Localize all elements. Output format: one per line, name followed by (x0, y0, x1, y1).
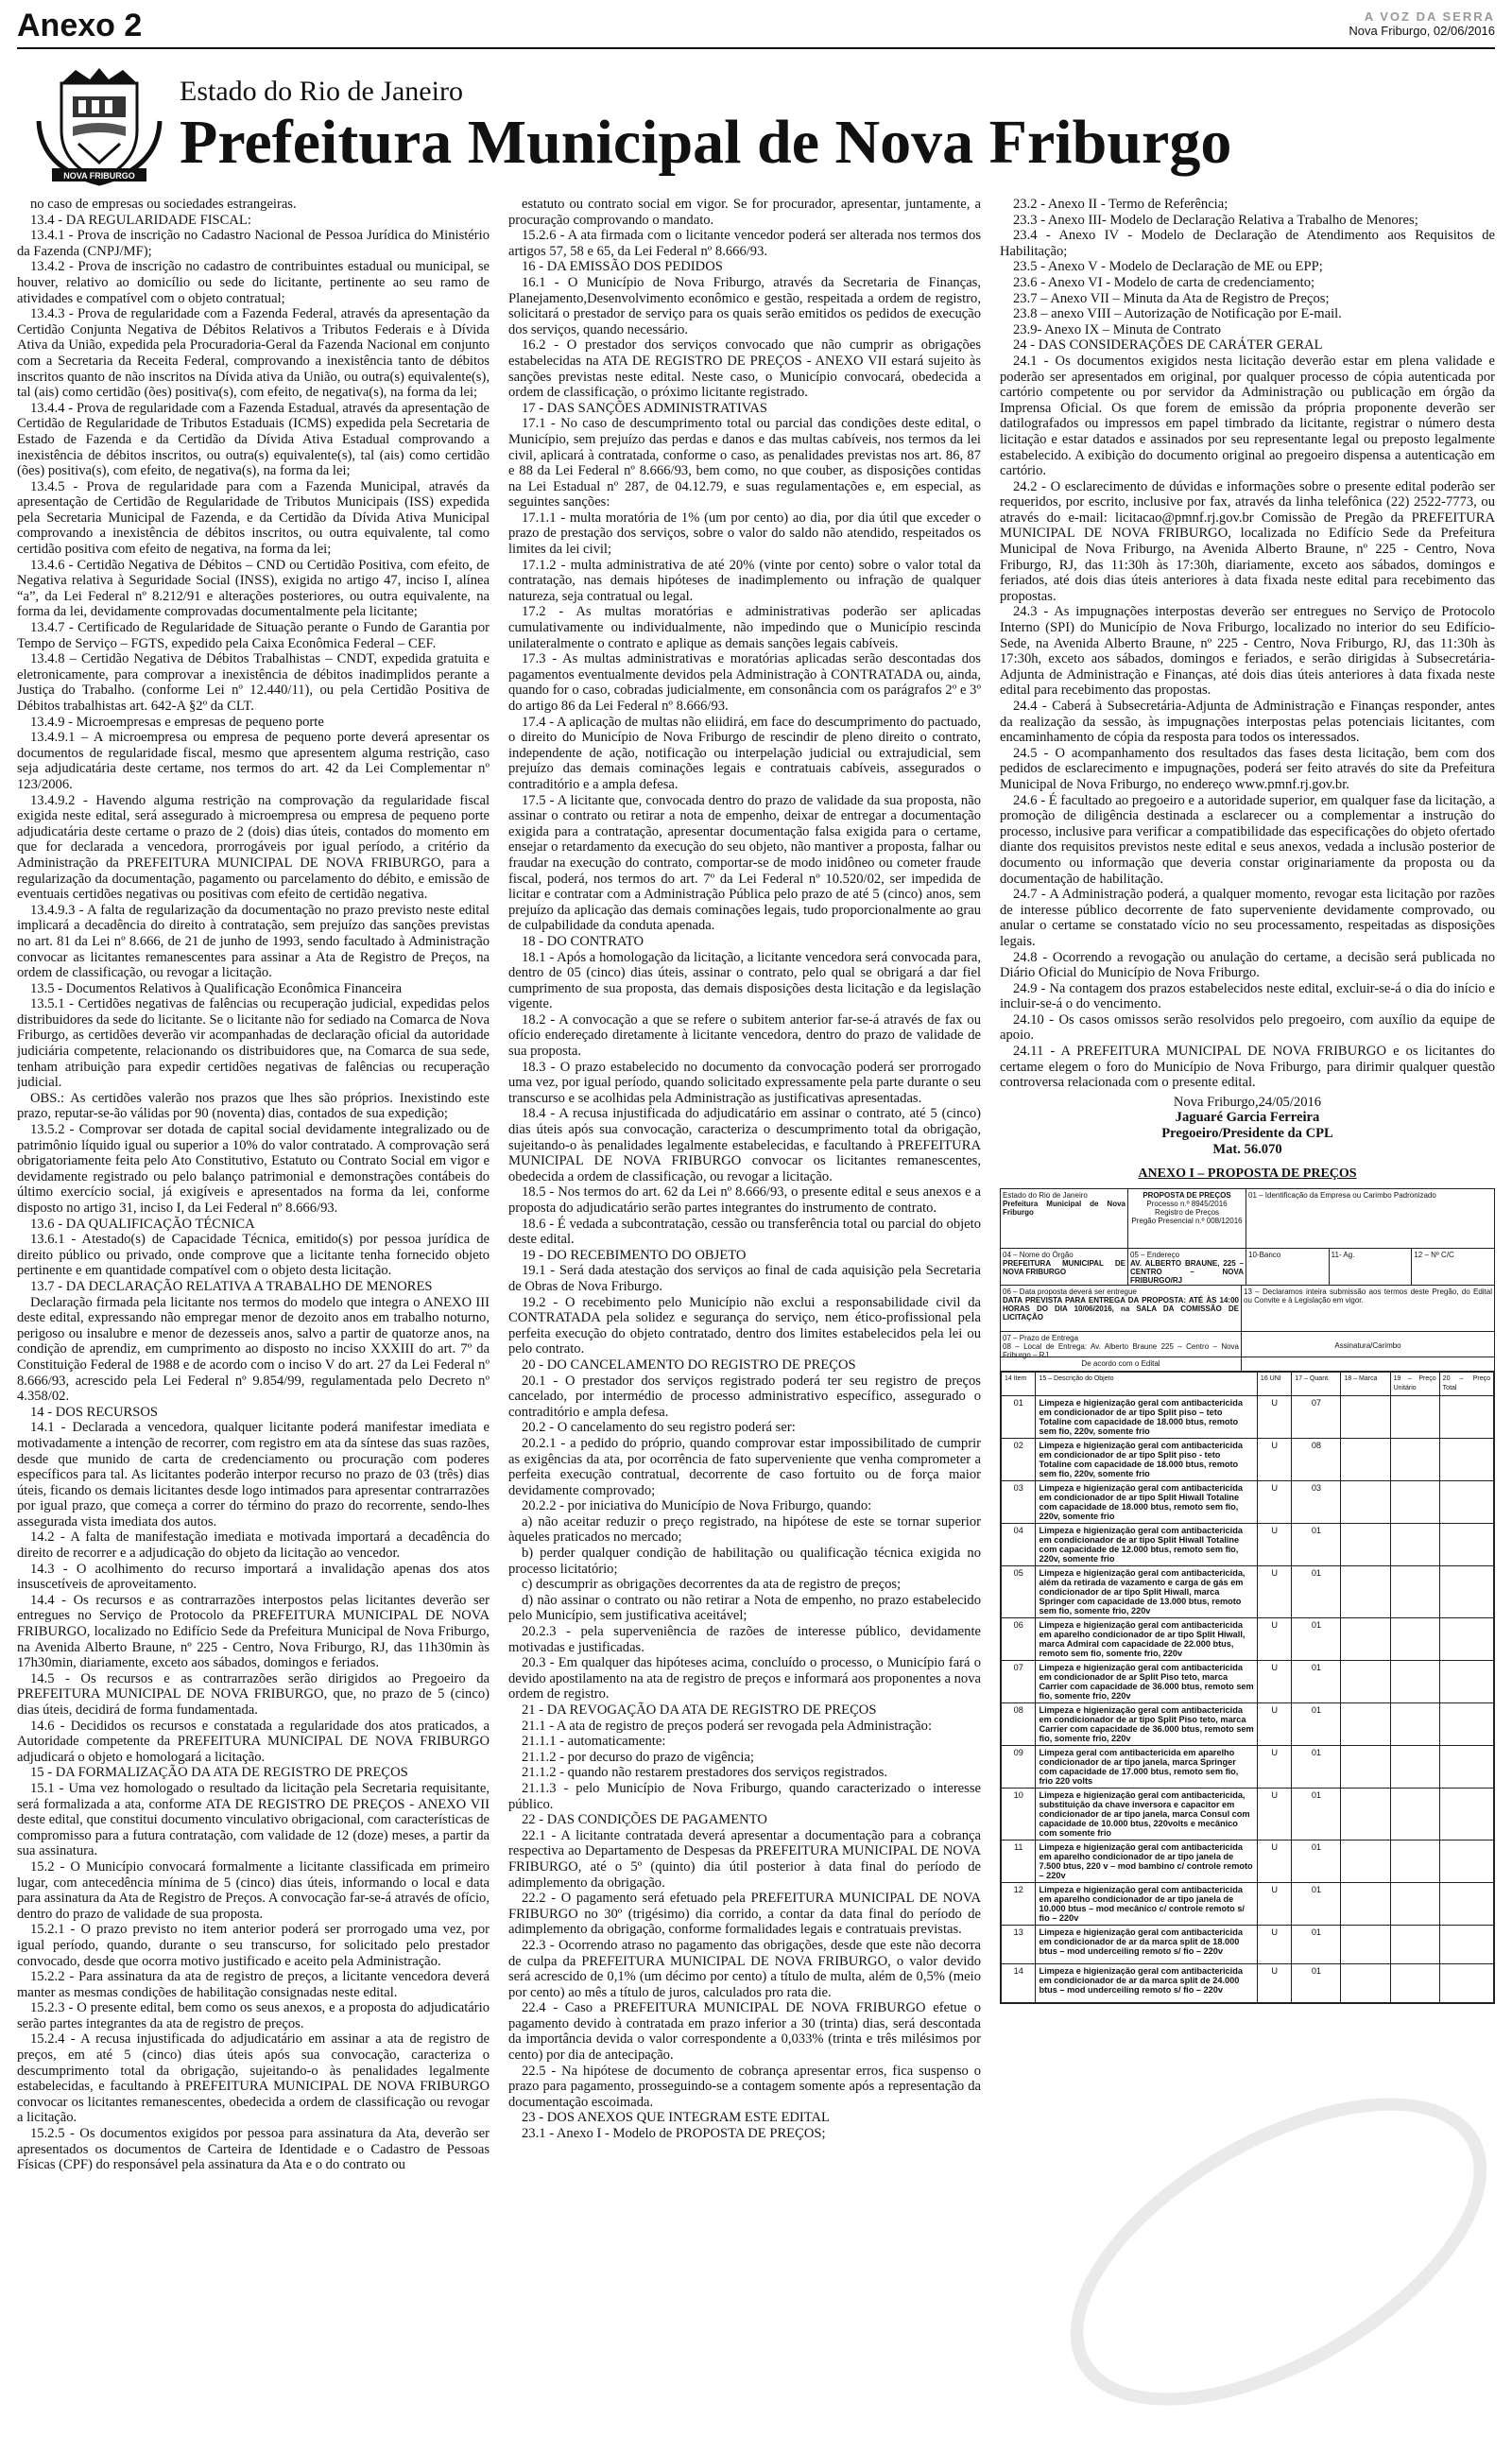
paragraph: 21.1.3 - pelo Município de Nova Friburgo, quando caracterizado o interesse público. (508, 1780, 981, 1812)
paragraph: 24.2 - O esclarecimento de dúvidas e informações sobre o presente edital poderão ser requeridos, por escrito, inclusive por fax, através da linha telefônica (22) 2522-7773, ou através do e-mail: licitacao@pmnf.rj.gov.br Comissão de Pregão da PREFEITURA MUNICIPAL DE NOVA FRIBURGO, localizada no Edifício Sede da Prefeitura Municipal de Nova Friburgo, na Avenida Alberto Braune, nº 225 - Centro, Nova Friburgo, RJ, das 11:30h às 17:30h, diariamente, exceto aos sábados, domingos e feriados, até dois dias úteis anteriores à data fixada neste edital para recebimento das propostas. (1000, 478, 1495, 604)
paragraph: a) não aceitar reduzir o preço registrado, na hipótese de este se tornar superior àqueles praticados no mercado; (508, 1513, 981, 1546)
paragraph: 15.1 - Uma vez homologado o resultado da licitação pela Secretaria requisitante, será formalizada a ata, conforme ATA DE REGISTRO DE PREÇOS - ANEXO VII deste edital, que constitui documento vinculativo obrigacional, com características de compromisso para a futura contratação, com validade de 12 (doze) meses, a partir da sua assinatura. (17, 1780, 490, 1859)
cell-qty: 01 (1292, 1565, 1341, 1617)
cell-desc: Limpeza e higienização geral com antibactericida em condicionador de ar tipo Split Hiwall Totaline com capacidade de 12.000 btus, remoto sem fio, 220v, somente frio (1036, 1523, 1257, 1565)
paragraph: 18.3 - O prazo estabelecido no documento da convocação poderá ser prorrogado uma vez, por igual período, quando solicitado expressamente pela parte durante o seu transcurso e se acolhidas pela Administração as justificativas apresentadas. (508, 1059, 981, 1106)
cell-uni: U (1257, 1745, 1291, 1788)
cell-uni: U (1257, 1702, 1291, 1745)
cell-empty (1390, 1840, 1439, 1882)
form-local: 08 – Local de Entrega: Av. Alberto Braune 225 – Centro – Nova Friburgo – RJ (1003, 1341, 1239, 1359)
cell-empty (1439, 1565, 1493, 1617)
form-endereco-cell (1128, 1249, 1246, 1285)
form-processo: Processo n.º 8945/2016 (1146, 1199, 1228, 1208)
table-row (1002, 1480, 1494, 1523)
cell-qty: 01 (1292, 1523, 1341, 1565)
paragraph: 23.1 - Anexo I - Modelo de PROPOSTA DE PREÇOS; (522, 2126, 826, 2142)
cell-desc: Limpeza e higienização geral com antibactericida em condicionador de ar tipo Split piso – teto Totaline com capacidade de 18.000 btus, remoto sem fio, 220v, somente frio (1036, 1395, 1257, 1438)
column-header: 15 – Descrição do Objeto (1036, 1372, 1257, 1395)
cell-empty (1341, 1617, 1390, 1660)
paragraph: 23.9- Anexo IX – Minuta de Contrato (1013, 321, 1222, 337)
watermark-seal-icon (1021, 2034, 1495, 2445)
paragraph: 13.6.1 - Atestado(s) de Capacidade Técnica, emitido(s) por pessoa jurídica de direito público ou privado, onde comprove que a licitante tenha fornecido objeto pertinente e em quantidade compatível com o objeto desta licitação. (17, 1232, 490, 1279)
cell-desc: Limpeza e higienização geral com antibactericida, substituição da chave inversora e capacitor em condicionador de ar tipo janela, marca Consul com capacidade de 10.000 btus, 220volts e mecânico com somente frio (1036, 1788, 1257, 1840)
form-box (1128, 1189, 1246, 1248)
cell-desc: Limpeza geral com antibactericida em aparelho condicionador de ar tipo janela, marca Springer com capacidade de 17.000 btus, remoto sem fio, frio 220 volts (1036, 1745, 1257, 1788)
paragraph: 22 - DAS CONDIÇÕES DE PAGAMENTO (522, 1812, 767, 1828)
paragraph: d) não assinar o contrato ou não retirar a Nota de empenho, no prazo estabelecido pelo Município, sem justificativa aceitável; (508, 1592, 981, 1624)
paragraph: 21.1.1 - automaticamente: (522, 1734, 666, 1750)
paragraph: 13.6 - DA QUALIFICAÇÃO TÉCNICA (30, 1216, 255, 1232)
paragraph: 21.1.2 - quando não restarem prestadores dos serviços registrados. (522, 1765, 888, 1781)
cell-qty: 01 (1292, 1617, 1341, 1660)
cell-item: 09 (1002, 1745, 1036, 1788)
paragraph: 17.1.1 - multa moratória de 1% (um por cento) ao dia, por dia útil que exceder o prazo de prestação dos serviços, sobre o valor do saldo não atendido, respeitados os limites da lei civil; (508, 510, 981, 558)
cell-qty: 01 (1292, 1788, 1341, 1840)
table-row (1002, 1882, 1494, 1925)
cell-desc: Limpeza e higienização geral com antibactericida em condicionador de ar Split Piso teto, marca Carrier com capacidade de 36.000 btus, remoto sem fio, somente frio, 220v (1036, 1660, 1257, 1702)
paragraph: 13.4.9.2 - Havendo alguma restrição na comprovação da regularidade fiscal exigida neste edital, será assegurado à microempresa ou empresa de pequeno porte adjudicatária deste certame o prazo de 2 (dois) dias úteis, contados do momento em que for declarada a vencedora, prorrogáveis por igual período, a critério da Administração da PREFEITURA MUNICIPAL DE NOVA FRIBURGO, para a regularização da documentação, pagamento ou parcelamento do débito, e emissão de eventuais certidões negativas ou positivas com efeito de certidão negativa. (17, 792, 490, 903)
cell-uni: U (1257, 1480, 1291, 1523)
form-data-text: DATA PREVISTA PARA ENTREGA DA PROPOSTA: ATÉ ÀS 14:00 HORAS DO DIA 10/06/2016, na SALA DA COMISSÃO DE LICITAÇÃO (1003, 1295, 1239, 1322)
paragraph: 22.3 - Ocorrendo atraso no pagamento das obrigações, desde que este não decorra de culpa da PREFEITURA MUNICIPAL DE NOVA FRIBURGO, o valor devido será acrescido de 0,1% (um décimo por cento) a título de multa, além de 0,5% (meio por cento) ao mês a título de juros, calculados pro rata die. (508, 1937, 981, 2000)
section-title: Anexo 2 (17, 8, 143, 43)
paragraph: 22.5 - Na hipótese de documento de cobrança apresentar erros, fica suspenso o prazo para pagamento, prosseguindo-se a contagem somente após a representação da documentação escoimada. (508, 2063, 981, 2110)
article-columns (17, 197, 1495, 2445)
cell-desc: Limpeza e higienização geral com antibactericida em aparelho condicionador de ar tipo janela de 7.500 btus, 220 v – mod bambino c/ controle remoto – 220v (1036, 1840, 1257, 1882)
paragraph: 23.4 - Anexo IV - Modelo de Declaração de Atendimento aos Requisitos de Habilitação; (1000, 228, 1495, 259)
paragraph: 13.5.1 - Certidões negativas de falências ou recuperação judicial, expedidas pelos distribuidores da sede do licitante. Se o licitante não for sediado na Comarca de Nova Friburgo, as certidões deverão vir acompanhadas de declaração oficial da autoridade judiciária competente, relacionando os distribuidores que, na Comarca de sua sede, tenham atribuição para expedir certidões negativas de falências ou recuperação judicial. (17, 996, 490, 1091)
form-row-prazo (1001, 1332, 1494, 1357)
paragraph: 16.1 - O Município de Nova Friburgo, através da Secretaria de Finanças, Planejamento,Desenvolvimento econômico e gestão, respeitada a ordem de registro, solicitará o prestador de serviço para os quais serão emitidos os pedidos de execução dos serviços, quando necessário. (508, 274, 981, 337)
paragraph: 18.5 - Nos termos do art. 62 da Lei nº 8.666/93, o presente edital e seus anexos e a proposta do adjudicatário serão partes integrantes do instrumento de contrato. (508, 1184, 981, 1216)
paragraph: no caso de empresas ou sociedades estrangeiras. (30, 197, 297, 212)
cell-item: 14 (1002, 1963, 1036, 2002)
form-endereco: AV. ALBERTO BRAUNE, 225 – CENTRO – NOVA FRIBURGO/RJ (1130, 1258, 1244, 1285)
items-table (1001, 1372, 1494, 2003)
paragraph: 18 - DO CONTRATO (522, 933, 644, 949)
cell-qty: 01 (1292, 1840, 1341, 1882)
table-row (1002, 1565, 1494, 1617)
paragraph: 14 - DOS RECURSOS (30, 1404, 159, 1420)
paragraph: 14.1 - Declarada a vencedora, qualquer licitante poderá manifestar imediata e motivadamente a intenção de recorrer, com registro em ata da síntese das suas razões, desde que munido de carta de credenciamento ou procuração com poderes específicos para tal. As licitantes poderão interpor recurso no prazo de 03 (três) dias úteis, ficando os demais licitantes desde logo intimados para apresentar contrarrazões por igual prazo, que começa a correr do término do prazo do recorrente, sendo-lhes assegurada vista imediata dos autos. (17, 1420, 490, 1529)
cell-empty (1390, 1480, 1439, 1523)
cell-uni: U (1257, 1963, 1291, 2002)
form-endereco-label: 05 – Endereço (1130, 1250, 1180, 1259)
table-row (1002, 1523, 1494, 1565)
paragraph: Declaração firmada pela licitante nos termos do modelo que integra o ANEXO III deste edital, expressando não empregar menor de dezoito anos em trabalho noturno, perigoso ou insalubre e menor de dezesseis anos, salvo a partir de quatorze anos, na condição de aprendiz, em cumprimento ao disposto no inciso XXXIII do art. 7º da Constituição Federal de 1988 e de acordo com o inciso V do art. 27 da Lei Federal nº 8.666/93, acrescido pela Lei Federal nº 9.854/99, regulamentada pelo Decreto nº 4.358/02. (17, 1294, 490, 1405)
paragraph: 18.6 - É vedada a subcontratação, cessão ou transferência total ou parcial do objeto deste edital. (508, 1216, 981, 1248)
cell-empty (1390, 1523, 1439, 1565)
cell-item: 04 (1002, 1523, 1036, 1565)
paragraph: 24.4 - Caberá à Subsecretária-Adjunta de Administração e Finanças responder, antes da realização da sessão, às impugnações interpostas pelas potenciais licitantes, com encaminhamento de cópia da resposta para todos os interessados. (1000, 699, 1495, 746)
paragraph: 15 - DA FORMALIZAÇÃO DA ATA DE REGISTRO DE PREÇOS (30, 1765, 408, 1781)
paragraph: 15.2.6 - A ata firmada com o licitante vencedor poderá ser alterada nos termos dos artigos 57, 58 e 65, da Lei Federal nº 8.666/93. (508, 228, 981, 259)
paragraph: 19 - DO RECEBIMENTO DO OBJETO (522, 1247, 747, 1263)
cell-empty (1390, 1882, 1439, 1925)
table-row (1002, 1788, 1494, 1840)
cell-item: 01 (1002, 1395, 1036, 1438)
signature-place-date: Nova Friburgo,24/05/2016 (1173, 1094, 1322, 1110)
cell-empty (1341, 1745, 1390, 1788)
cell-desc: Limpeza e higienização geral com antibactericida em condicionador de ar tipo Split Hiwall Totaline com capacidade de 18.000 btus, remoto sem fio, 220v, somente frio (1036, 1480, 1257, 1523)
form-state: Estado do Rio de Janeiro (1003, 1190, 1088, 1200)
table-row (1002, 1840, 1494, 1882)
paragraph: 17.4 - A aplicação de multas não eliidirá, em face do descumprimento do pactuado, o direito do Município de Nova Friburgo de rescindir de pleno direito o contrato, independente de ação, notificação ou interpelação judicial ou extrajudicial, sem prejuízo das demais cominações legais e contratuais cabíveis, assegurados o contraditório e a ampla defesa. (508, 714, 981, 792)
paragraph: 20.3 - Em qualquer das hipóteses acima, concluído o processo, o Município fará o devido apostilamento na ata de registro de preços e informará aos proponentes a nova ordem de registro. (508, 1655, 981, 1702)
cell-empty (1341, 1882, 1390, 1925)
form-ag: 11- Ag. (1330, 1249, 1413, 1285)
signature-role: Pregoeiro/Presidente da CPL (1161, 1126, 1333, 1142)
cell-qty: 07 (1292, 1395, 1341, 1438)
paragraph: 24.8 - Ocorrendo a revogação ou anulação do certame, a decisão será publicada no Diário Oficial do Município de Nova Friburgo. (1000, 949, 1495, 981)
paragraph: 13.4.6 - Certidão Negativa de Débitos – CND ou Certidão Positiva, com efeito, de Negativa relativa à Seguridade Social (INSS), exigida no artigo 47, inciso I, alínea “a”, da Lei Federal nº 8.212/91 e alterações posteriores, ou outra equivalente, na forma da lei, devidamente comprovadas documentalmente pela licitante; (17, 557, 490, 620)
paragraph: 13.4.9.3 - A falta de regularização da documentação no prazo previsto neste edital implicará a decadência do direito à contratação, sem prejuízo das sanções previstas no art. 81 da Lei nº 8.666, de 21 de junho de 1993, sendo facultado à Administração convocar as licitantes remanescentes para assinar a Ata de Registro de Preços, na ordem de classificação, ou revogar a licitação. (17, 902, 490, 981)
form-prazo-cell (1001, 1332, 1242, 1357)
cell-qty: 01 (1292, 1882, 1341, 1925)
cell-empty (1341, 1925, 1390, 1963)
cell-uni: U (1257, 1925, 1291, 1963)
form-row-validade (1001, 1357, 1494, 1372)
cell-empty (1390, 1745, 1439, 1788)
cell-empty (1341, 1480, 1390, 1523)
paragraph: 21.1.2 - por decurso do prazo de vigência; (522, 1749, 754, 1765)
cell-desc: Limpeza e higienização geral com antibactericida em aparelho condicionador de ar tipo janela de 10.000 btus – mod mecânico c/ controle remoto s/ fio – 220v (1036, 1882, 1257, 1925)
cell-empty (1390, 1963, 1439, 2002)
form-orgao: PREFEITURA MUNICIPAL DE NOVA FRIBURGO (1003, 1258, 1125, 1276)
form-banco: 10-Banco (1246, 1249, 1330, 1285)
cell-uni: U (1257, 1395, 1291, 1438)
paragraph: 20.2.1 - a pedido do próprio, quando comprovar estar impossibilitado de cumprir as exigências da ata, por ocorrência de fato superveniente que venha comprometer a perfeita execução contratual, decorrente de caso fortuito ou de força maior devidamente comprovado; (508, 1435, 981, 1498)
cell-empty (1439, 1925, 1493, 1963)
table-row (1002, 1702, 1494, 1745)
paragraph: 22.4 - Caso a PREFEITURA MUNICIPAL DE NOVA FRIBURGO efetue o pagamento devido à contratada em prazo inferior a 30 (trinta) dias, será descontada da importância devida o valor correspondente a 0,033% (trinta e três milésimos por cento) por dia de antecipação. (508, 2000, 981, 2064)
paragraph: 18.1 - Após a homologação da licitação, a licitante vencedora será convocada para, dentro de 05 (cinco) dias úteis, assinar o contrato, pelo qual se obrigará a dar fiel cumprimento de sua proposta, das demais disposições desta licitação e da legislação vigente. (508, 949, 981, 1012)
paragraph: 24.5 - O acompanhamento dos resultados das fases desta licitação, bem com dos pedidos de esclarecimento e impugnações, poderá ser feito através do site da Prefeitura Municipal de Nova Friburgo, no endereço www.pmnf.rj.gov.br. (1000, 745, 1495, 792)
paragraph: 24.10 - Os casos omissos serão resolvidos pelo pregoeiro, com auxílio da equipe de apoio. (1000, 1011, 1495, 1044)
form-logo-cell (1001, 1189, 1128, 1248)
cell-empty (1439, 1438, 1493, 1480)
cell-qty: 01 (1292, 1963, 1341, 2002)
table-row (1002, 1438, 1494, 1480)
form-orgao-cell (1001, 1249, 1128, 1285)
paragraph: 16 - DA EMISSÃO DOS PEDIDOS (522, 259, 723, 275)
cell-item: 03 (1002, 1480, 1036, 1523)
paragraph: 13.7 - DA DECLARAÇÃO RELATIVA A TRABALHO DE MENORES (30, 1278, 433, 1294)
paragraph: 13.4.1 - Prova de inscrição no Cadastro Nacional de Pessoa Jurídica do Ministério da Fazenda (CNPJ/MF); (17, 228, 490, 259)
paragraph: 14.6 - Decididos os recursos e constatada a regularidade dos atos praticados, a Autoridade competente da PREFEITURA MUNICIPAL DE NOVA FRIBURGO adjudicará o objeto e homologará a licitação. (17, 1718, 490, 1765)
paragraph: 20 - DO CANCELAMENTO DO REGISTRO DE PREÇOS (522, 1357, 856, 1373)
paragraph: 23.8 – anexo VIII – Autorização de Notificação por E-mail. (1013, 306, 1342, 322)
paragraph: 22.1 - A licitante contratada deverá apresentar a documentação para a cobrança respectiva ao Departamento de Despesas da PREFEITURA MUNICIPAL DE NOVA FRIBURGO, até o 5º (quinto) dia útil posterior à data final do período de adimplemento da obrigação. (508, 1827, 981, 1891)
column-1 (17, 197, 490, 2445)
table-row (1002, 1660, 1494, 1702)
paragraph: 17 - DAS SANÇÕES ADMINISTRATIVAS (522, 400, 768, 416)
cell-uni: U (1257, 1788, 1291, 1840)
paragraph: 13.4.4 - Prova de regularidade com a Fazenda Estadual, através da apresentação de Certidão de Regularidade de Tributos Estaduais (ICMS) expedida pela Secretaria de Estado de Fazenda e da Certidão da Dívida Ativa Estadual comprovando a inexistência de débitos inscritos, ou outra(s) equivalente(s), tal (ais) como certidão (ões) positiva(s), com efeito, de negativa(s), na forma da lei; (17, 400, 490, 479)
column-header: 14 Item (1002, 1372, 1036, 1395)
paragraph: 16.2 - O prestador dos serviços convocado que não cumprir as obrigações estabelecidas na ATA DE REGISTRO DE PREÇOS - ANEXO VII estará sujeito às sanções previstas neste edital. Neste caso, o Município convocará, obedecida a ordem de classificação, o próximo licitante registrado. (508, 337, 981, 401)
items-body (1002, 1395, 1494, 2002)
form-pref: Prefeitura Municipal de Nova Friburgo (1003, 1199, 1125, 1217)
column-header: 18 – Marca (1341, 1372, 1390, 1395)
cell-empty (1390, 1617, 1439, 1660)
cell-qty: 01 (1292, 1925, 1341, 1963)
cell-desc: Limpeza e higienização geral com antibactericida em condicionador de ar tipo Split Piso teto, marca Carrier com capacidade de 36.000 btus, remoto sem fio, somente frio, 220v (1036, 1702, 1257, 1745)
form-box-title: PROPOSTA DE PREÇOS (1143, 1190, 1231, 1200)
cell-empty (1390, 1438, 1439, 1480)
signature-mat: Mat. 56.070 (1212, 1141, 1282, 1157)
cell-empty (1439, 1702, 1493, 1745)
form-assinatura: Assinatura/Carimbo (1334, 1340, 1401, 1350)
form-blank (1242, 1357, 1494, 1371)
form-row-data (1001, 1286, 1494, 1332)
paragraph: 20.2.3 - pela superveniência de razões de interesse público, devidamente motivadas e justificadas. (508, 1624, 981, 1655)
paragraph: 19.2 - O recebimento pelo Município não exclui a responsabilidade civil da CONTRATADA pela solidez e segurança do serviço, nem ético-profissional pela perfeita execução do objeto contratado, dentro dos limites estabelecidos pela lei ou pelo contrato. (508, 1294, 981, 1357)
state-name: Estado do Rio de Janeiro (180, 76, 463, 107)
paper-info (1349, 9, 1495, 38)
form-decl: 13 – Declaramos inteira submissão aos termos deste Pregão, do Edital ou Convite e à Legislação em vigor. (1244, 1287, 1492, 1305)
form-prazo: 07 – Prazo de Entrega (1003, 1333, 1079, 1342)
paragraph: 24.6 - É facultado ao pregoeiro e a autoridade superior, em qualquer fase da licitação, a promoção de diligência destinada a esclarecer ou a complementar a instrução do processo, inclusive para verificar a compatibilidade das especificações do objeto ofertado diante dos requisitos previstos neste edital e seus anexos, vedada a inclusão posterior de documento ou informação que deveria constar originariamente da proposta ou da documentação de habilitação. (1000, 792, 1495, 887)
paragraph: 23.6 - Anexo VI - Modelo de carta de credenciamento; (1013, 274, 1315, 290)
form-data-label: 06 – Data proposta deverá ser entregue (1003, 1287, 1137, 1296)
table-row (1002, 1963, 1494, 2002)
cell-empty (1439, 1788, 1493, 1840)
cell-desc: Limpeza e higienização geral com antibactericida em condicionador de ar da marca split de 18.000 btus – mod underceiling remoto s/ fio – 220v (1036, 1925, 1257, 1963)
city-crest-icon (33, 64, 165, 187)
paragraph: 13.5.2 - Comprovar ser dotada de capital social devidamente integralizado ou de patrimônio líquido igual ou superior a 10% do valor contratado. A comprovação será obrigatoriamente feita pelo Ato Constitutivo, Estatuto ou Contrato Social em vigor e devidamente registrado ou pelo balanço patrimonial e demonstrações contábeis do último exercício social, já exigíveis e apresentados na forma da lei, conforme disposto no artigo 31, inciso I, da Lei Federal nº 8.666/93. (17, 1122, 490, 1216)
paragraph: 23.3 - Anexo III- Modelo de Declaração Relativa a Trabalho de Menores; (1013, 212, 1418, 228)
table-row (1002, 1395, 1494, 1438)
cell-qty: 08 (1292, 1438, 1341, 1480)
cell-item: 05 (1002, 1565, 1036, 1617)
cell-empty (1341, 1395, 1390, 1438)
page-header-bar (17, 8, 1495, 49)
cell-item: 11 (1002, 1840, 1036, 1882)
cell-qty: 01 (1292, 1702, 1341, 1745)
paragraph: 24.1 - Os documentos exigidos nesta licitação deverão estar em plena validade e poderão ser apresentados em original, por qualquer processo de cópia autenticada por cartório competente ou por servidor da Administração ou publicação em órgão da Imprensa Oficial. Os que forem de emissão da própria proponente deverão ser datilografados ou impressos em papel timbrado da licitante, registrar o número desta licitação e estar datados e assinados por seu representante legal ou preposto legalmente estabelecido. A exibição do documento original ao pregoeiro dispensa a autenticação em cartório. (1000, 353, 1495, 479)
column-3 (1000, 197, 1495, 2445)
paragraph: 24 - DAS CONSIDERAÇÕES DE CARÁTER GERAL (1013, 337, 1323, 354)
cell-desc: Limpeza e higienização geral com antibactericida em aparelho condicionador de ar tipo Split Hiwall, marca Admiral com capacidade de 22.000 btus, remoto sem fio, somente frio, 220v (1036, 1617, 1257, 1660)
paragraph: 20.1 - O prestador dos serviços registrado poderá ter seu registro de preços cancelado, por intermédio de processo administrativo específico, assegurado o contraditório e ampla defesa. (508, 1373, 981, 1420)
cell-empty (1439, 1963, 1493, 2002)
signature-name: Jaguaré Garcia Ferreira (1175, 1110, 1320, 1126)
form-ident: 01 – Identificação da Empresa ou Carimbo Padronizado (1248, 1190, 1436, 1200)
paragraph: 15.2.3 - O presente edital, bem como os seus anexos, e a proposta do adjudicatário serão partes integrantes da ata de registro de preços. (17, 2000, 490, 2031)
paragraph: 22.2 - O pagamento será efetuado pela PREFEITURA MUNICIPAL DE NOVA FRIBURGO no 30º (trigésimo) dia corrido, a contar da data final do período de adimplemento da obrigação, conforme formalidades legais e contratuais previstas. (508, 1891, 981, 1938)
paragraph: 20.2 - O cancelamento do seu registro poderá ser: (522, 1420, 796, 1436)
cell-empty (1439, 1523, 1493, 1565)
cell-empty (1390, 1395, 1439, 1438)
cell-uni: U (1257, 1660, 1291, 1702)
paragraph: 15.2.2 - Para assinatura da ata de registro de preços, a licitante vencedora deverá manter as mesmas condições de habilitação consignadas neste edital. (17, 1969, 490, 2000)
paper-name: A VOZ DA SERRA (1364, 9, 1495, 24)
form-registro: Registro de Preços (1154, 1207, 1220, 1217)
cell-empty (1439, 1745, 1493, 1788)
signature-block (1000, 1095, 1495, 1157)
paragraph: estatuto ou contrato social em vigor. Se for procurador, apresentar, juntamente, a procuração comprovando o mandato. (508, 197, 981, 228)
paragraph: 14.5 - Os recursos e as contrarrazões serão dirigidos ao Pregoeiro da PREFEITURA MUNICIPAL DE NOVA FRIBURGO, que, no prazo de 5 (cinco) dias úteis, decidirá de forma fundamentada. (17, 1670, 490, 1718)
cell-item: 10 (1002, 1788, 1036, 1840)
cell-item: 07 (1002, 1660, 1036, 1702)
cell-empty (1390, 1660, 1439, 1702)
paragraph: 15.2.4 - A recusa injustificada do adjudicatário em assinar a ata de registro de preços, em até 5 (cinco) dias úteis após sua convocação, caracteriza o descumprimento total da obrigação, sujeitando-o às penalidades legalmente estabelecidas, e facultando à PREFEITURA MUNICIPAL DE NOVA FRIBURGO convocar os licitantes remanescentes, obedecida a ordem de classificação ou revogar a licitação. (17, 2031, 490, 2126)
column-header: 16 UNI (1257, 1372, 1291, 1395)
paragraph: 15.2 - O Município convocará formalmente a licitante classificada em primeiro lugar, com antecedência mínima de 5 (cinco) dias úteis, informando o local e data para assinatura da Ata de Registro de Preços. A convocação far-se-á através de ofício, dentro do prazo de validade de sua proposta. (17, 1858, 490, 1922)
paragraph: c) descumprir as obrigações decorrentes da ata de registro de preços; (522, 1577, 902, 1593)
cell-empty (1390, 1702, 1439, 1745)
paragraph: 17.1.2 - multa administrativa de até 20% (vinte por cento) sobre o valor total da contratação, nas demais hipóteses de inadimplemento ou infração de qualquer natureza, seja contratual ou legal. (508, 557, 981, 604)
cell-desc: Limpeza e higienização geral com antibactericida em condicionador de ar tipo Split piso - teto Totaline com capacidade de 18.000 btus, remoto sem fio, 220v, somente frio (1036, 1438, 1257, 1480)
paragraph: 23.2 - Anexo II - Termo de Referência; (1013, 197, 1228, 212)
cell-qty: 01 (1292, 1660, 1341, 1702)
paragraph: 13.4.7 - Certificado de Regularidade de Situação perante o Fundo de Garantia por Tempo de Serviço – FGTS, expedido pela Caixa Econômica Federal – CEF. (17, 620, 490, 651)
paragraph: 17.3 - As multas administrativas e moratórias aplicadas serão descontadas dos pagamentos eventualmente devidos pela Administração à CONTRATADA ou, ainda, quando for o caso, cobradas judicialmente, em consonância com os parágrafos 2º e 3º do artigo 86 da Lei Federal nº 8.666/93. (508, 651, 981, 714)
cell-uni: U (1257, 1617, 1291, 1660)
paragraph: 17.1 - No caso de descumprimento total ou parcial das condições deste edital, o Município, sem prejuízo das perdas e danos e das multas cabíveis, nos termos da lei civil, aplicará à contratada, conforme o caso, as penalidades previstas nos art. 86, 87 e 88 da Lei Federal nº 8.666/93, bem como, no que couber, as disposições contidas na Lei Estadual nº 287, de 04.12.79, e suas regulamentações e, em especial, as seguintes sanções: (508, 416, 981, 510)
items-header-row (1002, 1372, 1494, 1395)
cell-uni: U (1257, 1565, 1291, 1617)
paragraph: 13.4.3 - Prova de regularidade com a Fazenda Federal, através da apresentação da Certidão Conjunta Negativa de Débitos Relativos a Tributos Federais e à Dívida Ativa da União, expedida pela Procuradoria-Geral da Fazenda Nacional em conjunto com a Secretaria da Receita Federal, comprovando a inexistência tanto de débitos inscritos quanto de não inscritos na Dívida ativa da União, ou outra(s) equivalente(s), tal (ais) como certidão (ões) positiva(s), com efeito, de negativa(s), na forma da lei; (17, 306, 490, 401)
paragraph: 17.2 - As multas moratórias e administrativas poderão ser aplicadas cumulativamente ou individualmente, não impedindo que o Município rescinda unilateralmente o contrato e aplique as demais sanções legais cabíveis. (508, 604, 981, 651)
cell-empty (1439, 1660, 1493, 1702)
paragraph: 24.9 - Na contagem dos prazos estabelecidos neste edital, excluir-se-á o dia do início e incluir-se-á o do vencimento. (1000, 980, 1495, 1012)
form-pregao: Pregão Presencial n.º 008/12016 (1131, 1216, 1243, 1225)
paragraph: 13.4.9.1 – A microempresa ou empresa de pequeno porte deverá apresentar os documentos de regularidade fiscal, mesmo que apresentem alguma restrição, caso seja adjudicatária deste certame, nos termos do art. 42 da Lei Complementar nº 123/2006. (17, 730, 490, 792)
cell-empty (1341, 1565, 1390, 1617)
paragraph: 21 - DA REVOGAÇÃO DA ATA DE REGISTRO DE PREÇOS (522, 1702, 877, 1718)
cell-item: 08 (1002, 1702, 1036, 1745)
table-row (1002, 1925, 1494, 1963)
paragraph: 15.2.5 - Os documentos exigidos por pessoa para assinatura da Ata, deverão ser apresentados os documentos de Carteira de Identidade e o Cadastro de Pessoas Físicas (CPF) do responsável pela assinatura da Ata e o do contrato ou (17, 2126, 490, 2173)
dateline: Nova Friburgo, 02/06/2016 (1349, 24, 1495, 38)
cell-empty (1439, 1840, 1493, 1882)
cell-empty (1439, 1617, 1493, 1660)
paragraph: 14.2 - A falta de manifestação imediata e motivada importará a decadência do direito de recorrer e a adjudicação do objeto da licitação ao vencedor. (17, 1529, 490, 1562)
paragraph: 17.5 - A licitante que, convocada dentro do prazo de validade da sua proposta, não assinar o contrato ou retirar a nota de empenho, deixar de entregar a documentação exigida para a contratação, apresentar documentação falsa exigida para o certame, ensejar o retardamento da execução do seu objeto, não mantiver a proposta, falhar ou fraudar na execução do contrato, comportar-se de modo inidôneo ou cometer fraude fiscal, poderá, nos termos do art. 7º da Lei Federal nº 10.520/02, ser impedida de licitar e contratar com a Administração Pública pelo prazo de até 5 (cinco) anos, sem prejuízo da aplicação das demais cominações legais, tudo proporcionalmente ao grau de culpabilidade da conduta apenada. (508, 792, 981, 934)
cell-empty (1439, 1395, 1493, 1438)
cell-qty: 01 (1292, 1745, 1341, 1788)
cell-uni: U (1257, 1523, 1291, 1565)
cell-empty (1341, 1438, 1390, 1480)
form-row-orgao (1001, 1249, 1494, 1286)
paragraph: OBS.: As certidões valerão nos prazos que lhes são próprios. Inexistindo este prazo, reputar-se-ão válidas por 90 (noventa) dias, contados de sua expedição; (17, 1090, 490, 1122)
paragraph: 15.2.1 - O prazo previsto no item anterior poderá ser prorrogado uma vez, por igual período, quando, durante o seu transcurso, for solicitado pelo prestador convocado, desde que ocorra motivo justificado e aceito pela Administração. (17, 1922, 490, 1969)
table-row (1002, 1617, 1494, 1660)
crest-text: NOVA FRIBURGO (63, 171, 135, 181)
cell-empty (1390, 1565, 1439, 1617)
paragraph: 21.1 - A ata de registro de preços poderá ser revogada pela Administração: (522, 1718, 933, 1734)
cell-empty (1341, 1788, 1390, 1840)
paragraph: 13.5 - Documentos Relativos à Qualificação Econômica Financeira (30, 980, 403, 996)
cell-qty: 03 (1292, 1480, 1341, 1523)
cell-desc: Limpeza e higienização geral com antibactericida, além da retirada de vazamento e carga de gás em condicionador de ar tipo Split Hiwall, marca Springer com capacidade de 13.000 btus, remoto sem fio, somente frio, 220v (1036, 1565, 1257, 1617)
form-head-row (1001, 1189, 1494, 1249)
paragraph: 13.4.8 – Certidão Negativa de Débitos Trabalhistas – CNDT, expedida gratuita e eletronicamente, para comprovar a inexistência de débitos inadimplidos perante a Justiça do Trabalho. (conforme Lei nº 12.440/11), ou pela Certidão Positiva de Débitos trabalhistas art. 642-A §2º da CLT. (17, 651, 490, 714)
form-validade: De acordo com o Edital (1001, 1357, 1242, 1371)
cell-empty (1341, 1660, 1390, 1702)
paragraph: b) perder qualquer condição de habilitação ou qualificação técnica exigida no processo licitatório; (508, 1546, 981, 1577)
cell-empty (1390, 1788, 1439, 1840)
paragraph: 24.7 - A Administração poderá, a qualquer momento, revogar esta licitação por razões de interesse público decorrente de fato superveniente devidamente comprovado, ou anular o certame se constatado vício no seu processamento, respeitadas as disposições legais. (1000, 887, 1495, 949)
form-cc: 12 – Nº C/C (1414, 1250, 1454, 1259)
paragraph: 18.2 - A convocação a que se refere o subitem anterior far-se-á através de fax ou ofício endereçado diretamente à licitante vencedora, dentro do prazo de validade de sua proposta. (508, 1011, 981, 1060)
form-orgao-label: 04 – Nome do Órgão (1003, 1250, 1074, 1259)
column-header: 19 – Preço Unitário (1390, 1372, 1439, 1395)
cell-item: 12 (1002, 1882, 1036, 1925)
paragraph: 23.7 – Anexo VII – Minuta da Ata de Registro de Preços; (1013, 290, 1330, 306)
table-row (1002, 1745, 1494, 1788)
cell-desc: Limpeza e higienização geral com antibactericida em condicionador de ar da marca split de 24.000 btus – mod underceiling remoto s/ fio – 220v (1036, 1963, 1257, 2002)
cell-empty (1341, 1963, 1390, 2002)
cell-item: 06 (1002, 1617, 1036, 1660)
column-header: 17 – Quant. (1292, 1372, 1341, 1395)
prefecture-name: Prefeitura Municipal de Nova Friburgo (180, 108, 1232, 177)
cell-empty (1341, 1840, 1390, 1882)
cell-empty (1341, 1523, 1390, 1565)
cell-item: 02 (1002, 1438, 1036, 1480)
paragraph: 23 - DOS ANEXOS QUE INTEGRAM ESTE EDITAL (522, 2110, 830, 2126)
paragraph: 13.4 - DA REGULARIDADE FISCAL: (30, 212, 251, 228)
cell-uni: U (1257, 1882, 1291, 1925)
annex-title: ANEXO I – PROPOSTA DE PREÇOS (1138, 1167, 1357, 1182)
paragraph: 19.1 - Será dada atestação dos serviços ao final de cada aquisição pela Secretaria de Obras de Nova Friburgo. (508, 1263, 981, 1294)
form-data-cell (1001, 1286, 1242, 1331)
cell-uni: U (1257, 1438, 1291, 1480)
cell-empty (1439, 1882, 1493, 1925)
column-header: 20 – Preço Total (1439, 1372, 1493, 1395)
cell-empty (1439, 1480, 1493, 1523)
paragraph: 20.2.2 - por iniciativa do Município de Nova Friburgo, quando: (522, 1498, 872, 1514)
proposal-form (1000, 1188, 1495, 2004)
cell-uni: U (1257, 1840, 1291, 1882)
paragraph: 14.4 - Os recursos e as contrarrazões interpostos pelas licitantes deverão ser entregues no Serviço de Protocolo da PREFEITURA MUNICIPAL DE NOVA FRIBURGO, localizado no Edifício Sede da Prefeitura Municipal de Nova Friburgo, na Avenida Alberto Braune, nº 225 - Centro, Nova Friburgo, RJ, das 11h30min às 17h30min, diariamente, exceto aos sábados, domingos e feriados. (17, 1592, 490, 1671)
paragraph: 13.4.9 - Microempresas e empresas de pequeno porte (30, 714, 324, 730)
masthead (180, 76, 1231, 176)
paragraph: 13.4.2 - Prova de inscrição no cadastro de contribuintes estadual ou municipal, se houver, relativo ao domicílio ou sede do licitante, pertinente ao seu ramo de atividades e compatível com o objeto contratual; (17, 259, 490, 306)
cell-empty (1390, 1925, 1439, 1963)
paragraph: 24.11 - A PREFEITURA MUNICIPAL DE NOVA FRIBURGO e os licitantes do certame elegem o foro do Município de Nova Friburgo, para dirimir qualquer questão controversa relacionada com o presente edital. (1000, 1044, 1495, 1091)
column-3-text (1000, 197, 1495, 1091)
paragraph: 13.4.5 - Prova de regularidade para com a Fazenda Municipal, através da apresentação de Certidão de Regularidade de Tributos Municipais (ISS) expedida pela Secretaria Municipal de Fazenda, e da Certidão da Dívida Ativa Municipal comprovando a inexistência de débitos inscritos, ou outra equivalente, tal como certidão positiva com efeito de negativa, na forma da lei; (17, 478, 490, 558)
cell-empty (1341, 1702, 1390, 1745)
paragraph: 18.4 - A recusa injustificada do adjudicatário em assinar o contrato, até 5 (cinco) dias úteis após sua convocação, caracteriza o descumprimento total da obrigação, sujeitando-o às penalidades legalmente estabelecidas, e facultando à PREFEITURA MUNICIPAL DE NOVA FRIBURGO convocar os licitantes remanescentes, obedecida a ordem de classificação, ou revogar a licitação. (508, 1106, 981, 1184)
paragraph: 24.3 - As impugnações interpostas deverão ser entregues no Serviço de Protocolo Interno (SPI) do Município de Nova Friburgo, localizado no interior do seu Edifício-Sede, na Avenida Alberto Braune, nº 225 - Centro, Nova Friburgo, RJ, das 11:30h às 17:30h, exceto aos sábados, domingos e feriados, e serão dirigidas à Subsecretária-Adjunta de Administração e Finanças, até dois dias úteis anteriores à data fixada neste edital para recebimento das propostas. (1000, 604, 1495, 699)
paragraph: 23.5 - Anexo V - Modelo de Declaração de ME ou EPP; (1013, 259, 1323, 275)
cell-item: 13 (1002, 1925, 1036, 1963)
paragraph: 14.3 - O acolhimento do recurso importará a invalidação apenas dos atos insuscetíveis de aproveitamento. (17, 1561, 490, 1593)
column-2 (508, 197, 981, 2445)
